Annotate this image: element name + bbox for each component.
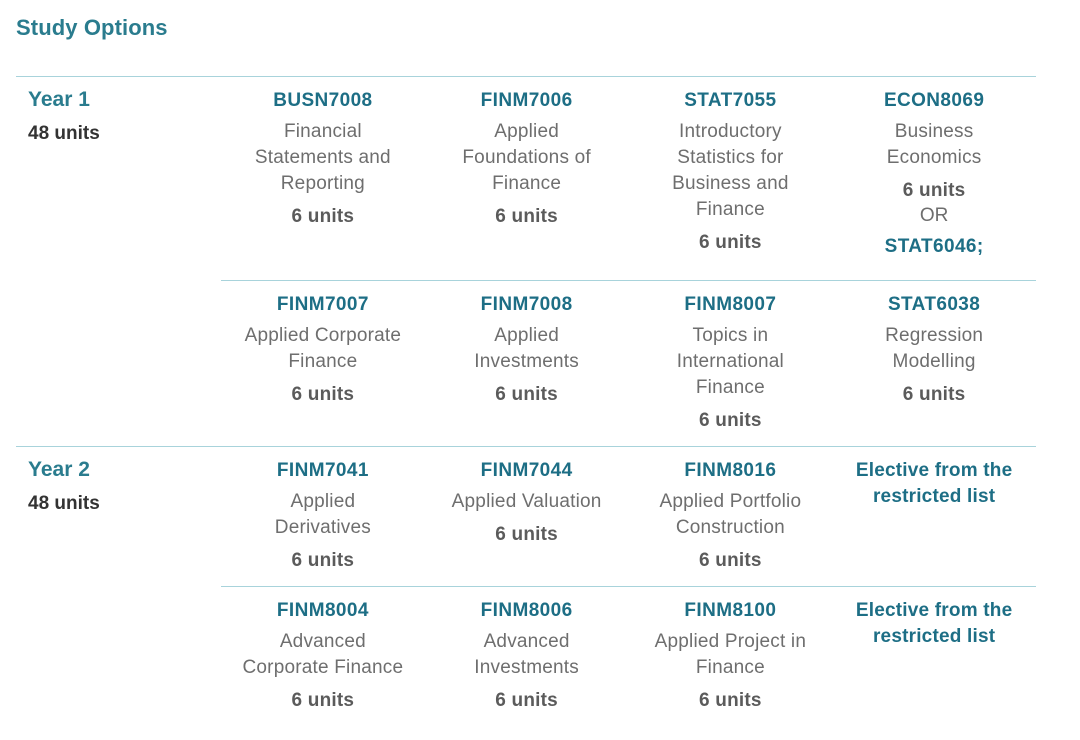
course-title: Applied Project in Finance: [654, 631, 807, 678]
course-code-link[interactable]: FINM8016: [684, 460, 777, 481]
course-code-link[interactable]: STAT7055: [684, 90, 777, 111]
course-cell: [425, 280, 629, 446]
course-code-link[interactable]: FINM7008: [480, 294, 573, 315]
course-code-link[interactable]: FINM8006: [480, 600, 573, 621]
elective-link[interactable]: Elective from the restricted list: [855, 460, 1013, 507]
course-cell: [425, 586, 629, 740]
course-cell: [221, 447, 425, 586]
course-cell: [629, 280, 833, 446]
course-cell: [832, 77, 1036, 280]
year-2-section: [16, 446, 1036, 740]
year-1-section: [16, 76, 1036, 446]
course-code-link[interactable]: FINM8007: [684, 294, 777, 315]
course-code-link[interactable]: ECON8069: [883, 90, 985, 111]
elective-cell: [832, 447, 1036, 586]
year-units-total: 48 units: [28, 123, 100, 144]
course-cell: [629, 447, 833, 586]
course-units: 6 units: [699, 690, 762, 711]
course-title: Applied Foundations of Finance: [462, 121, 591, 194]
course-units: 6 units: [495, 384, 558, 405]
course-code-link[interactable]: FINM7044: [480, 460, 573, 481]
course-title: Applied Portfolio Construction: [659, 491, 802, 538]
course-code-link[interactable]: BUSN7008: [273, 90, 373, 111]
elective-link[interactable]: Elective from the restricted list: [855, 600, 1013, 647]
course-title: Advanced Investments: [474, 631, 579, 678]
elective-cell: [832, 586, 1036, 740]
course-title: Applied Corporate Finance: [244, 325, 402, 372]
year-header: [16, 447, 221, 740]
course-code-link[interactable]: FINM7041: [276, 460, 369, 481]
course-units: 6 units: [495, 690, 558, 711]
course-cell: [221, 280, 425, 446]
course-title: Introductory Statistics for Business and Finance: [672, 121, 789, 220]
course-title: Applied Derivatives: [274, 491, 371, 538]
page-title: Study Options: [16, 15, 168, 40]
course-cell: [629, 586, 833, 740]
course-title: Applied Valuation: [451, 491, 602, 512]
course-units: 6 units: [291, 384, 355, 405]
course-cell: [221, 586, 425, 740]
course-units: 6 units: [699, 232, 762, 253]
course-cell: [832, 280, 1036, 446]
course-cell: [425, 447, 629, 586]
course-code-link[interactable]: STAT6038: [887, 294, 981, 315]
course-units: 6 units: [291, 690, 355, 711]
course-units: 6 units: [291, 550, 355, 571]
course-title: Applied Investments: [474, 325, 579, 372]
course-title: Regression Modelling: [885, 325, 984, 372]
course-title: Financial Statements and Reporting: [254, 121, 391, 194]
course-cell: [629, 77, 833, 280]
year-units-total: 48 units: [28, 493, 100, 514]
course-code-link[interactable]: FINM7007: [276, 294, 369, 315]
course-units: 6 units: [902, 384, 966, 405]
course-units: 6 units: [495, 206, 558, 227]
year-label: Year 1: [28, 88, 90, 111]
course-code-link[interactable]: FINM8100: [684, 600, 777, 621]
course-title: Advanced Corporate Finance: [242, 631, 404, 678]
course-cell: [221, 77, 425, 280]
course-units: 6 units: [902, 180, 966, 201]
year-header: [16, 77, 221, 446]
course-cell: [425, 77, 629, 280]
course-units: 6 units: [495, 524, 558, 545]
course-units: 6 units: [291, 206, 355, 227]
course-title: Business Economics: [886, 121, 982, 168]
alternative-course-code-link[interactable]: STAT6046;: [884, 236, 984, 257]
course-units: 6 units: [699, 410, 762, 431]
course-code-link[interactable]: FINM8004: [276, 600, 369, 621]
course-title: Topics in International Finance: [676, 325, 784, 398]
course-units: 6 units: [699, 550, 762, 571]
course-code-link[interactable]: FINM7006: [480, 90, 573, 111]
or-separator: OR: [919, 205, 949, 226]
year-label: Year 2: [28, 458, 90, 481]
